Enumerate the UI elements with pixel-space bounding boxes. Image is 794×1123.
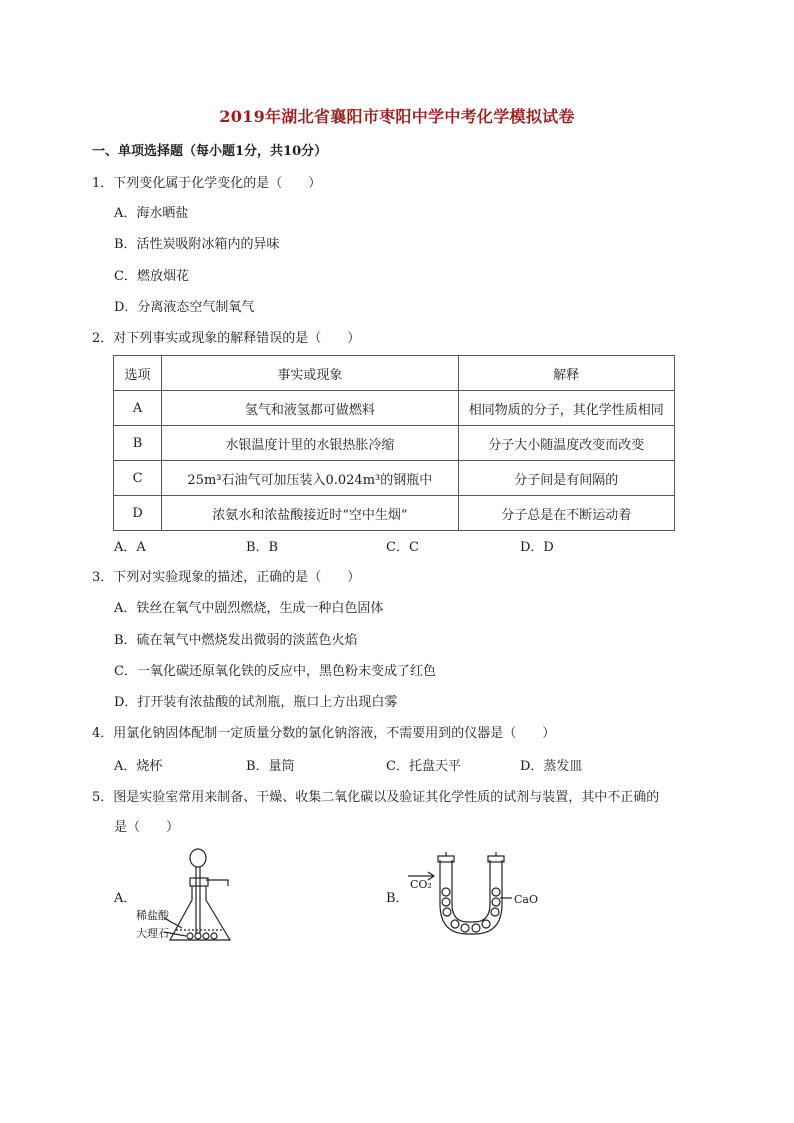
table-row <box>114 391 675 426</box>
q2-options-row <box>114 538 714 558</box>
q3-option-b: B．硫在氧气中燃烧发出微弱的淡蓝色火焰 <box>114 633 358 648</box>
table-cell: 分子间是有间隔的 <box>458 461 674 496</box>
q3-option-a: A．铁丝在氧气中剧烈燃烧，生成一种白色固体 <box>114 601 384 616</box>
q4-option-a: A．烧杯 <box>114 759 163 774</box>
question-3-stem: 3．下列对实验现象的描述，正确的是（ ） <box>92 570 361 585</box>
q4-option-d: D．蒸发皿 <box>520 759 583 774</box>
table-cell: 氢气和液氢都可做燃料 <box>162 391 459 426</box>
q2-option-b: B．B <box>246 540 279 555</box>
table-cell: C <box>114 461 162 496</box>
table-cell: 相同物质的分子，其化学性质相同 <box>458 391 674 426</box>
table-row <box>114 461 675 496</box>
fig-b-label: B． <box>386 891 409 906</box>
fig-a-marble-label: 大理石 <box>136 927 169 940</box>
q1-option-d: D．分离液态空气制氧气 <box>114 300 255 315</box>
q1-option-b: B．活性炭吸附冰箱内的异味 <box>114 237 280 252</box>
table-header-explanation: 解释 <box>458 356 674 391</box>
q1-option-c: C．燃放烟花 <box>114 269 189 284</box>
q1-option-a: A．海水晒盐 <box>114 206 189 221</box>
q4-option-b: B．量筒 <box>246 759 295 774</box>
fig-a-acid-label: 稀盐酸 <box>136 909 169 922</box>
table-cell: 分子大小随温度改变而改变 <box>458 426 674 461</box>
exam-title: 2019年湖北省襄阳市枣阳中学中考化学模拟试卷 <box>219 107 575 126</box>
question-5-stem-line2: 是（ ） <box>114 820 180 835</box>
question-5-stem-line1: 5．图是实验室常用来制备、干燥、收集二氧化碳以及验证其化学性质的试剂与装置，其中不正确的 <box>92 790 660 805</box>
question-4-stem: 4．用氯化钠固体配制一定质量分数的氯化钠溶液，不需要用到的仪器是（ ） <box>92 726 556 741</box>
question-1-stem: 1．下列变化属于化学变化的是（ ） <box>92 176 322 191</box>
table-header-row <box>114 356 675 391</box>
fig-b-gas-label: CO₂ <box>410 878 432 891</box>
table-header-option: 选项 <box>114 356 162 391</box>
fig-b-reagent-label: CaO <box>514 893 538 906</box>
question-2-stem: 2．对下列事实或现象的解释错误的是（ ） <box>92 331 361 346</box>
q2-option-a: A．A <box>114 540 146 555</box>
q3-option-c: C．一氧化碳还原氧化铁的反应中，黑色粉末变成了红色 <box>114 664 436 679</box>
q4-options-row <box>114 757 714 777</box>
table-cell: B <box>114 426 162 461</box>
table-row <box>114 426 675 461</box>
q2-option-c: C．C <box>386 540 419 555</box>
table-cell: 水银温度计里的水银热胀冷缩 <box>162 426 459 461</box>
table-cell: A <box>114 391 162 426</box>
section-heading: 一、单项选择题（每小题1分，共10分） <box>92 144 328 159</box>
q3-option-d: D．打开装有浓盐酸的试剂瓶，瓶口上方出现白雾 <box>114 695 398 710</box>
fig-a-label: A． <box>114 891 137 906</box>
q2-table <box>113 355 675 531</box>
table-row <box>114 496 675 531</box>
table-cell: 分子总是在不断运动着 <box>458 496 674 531</box>
table-cell: 25m³石油气可加压装入0.024m³的钢瓶中 <box>162 461 459 496</box>
table-cell: 浓氨水和浓盐酸接近时“空中生烟” <box>162 496 459 531</box>
q4-option-c: C．托盘天平 <box>386 759 461 774</box>
table-header-fact: 事实或现象 <box>162 356 459 391</box>
table-cell: D <box>114 496 162 531</box>
q2-option-d: D．D <box>520 540 554 555</box>
